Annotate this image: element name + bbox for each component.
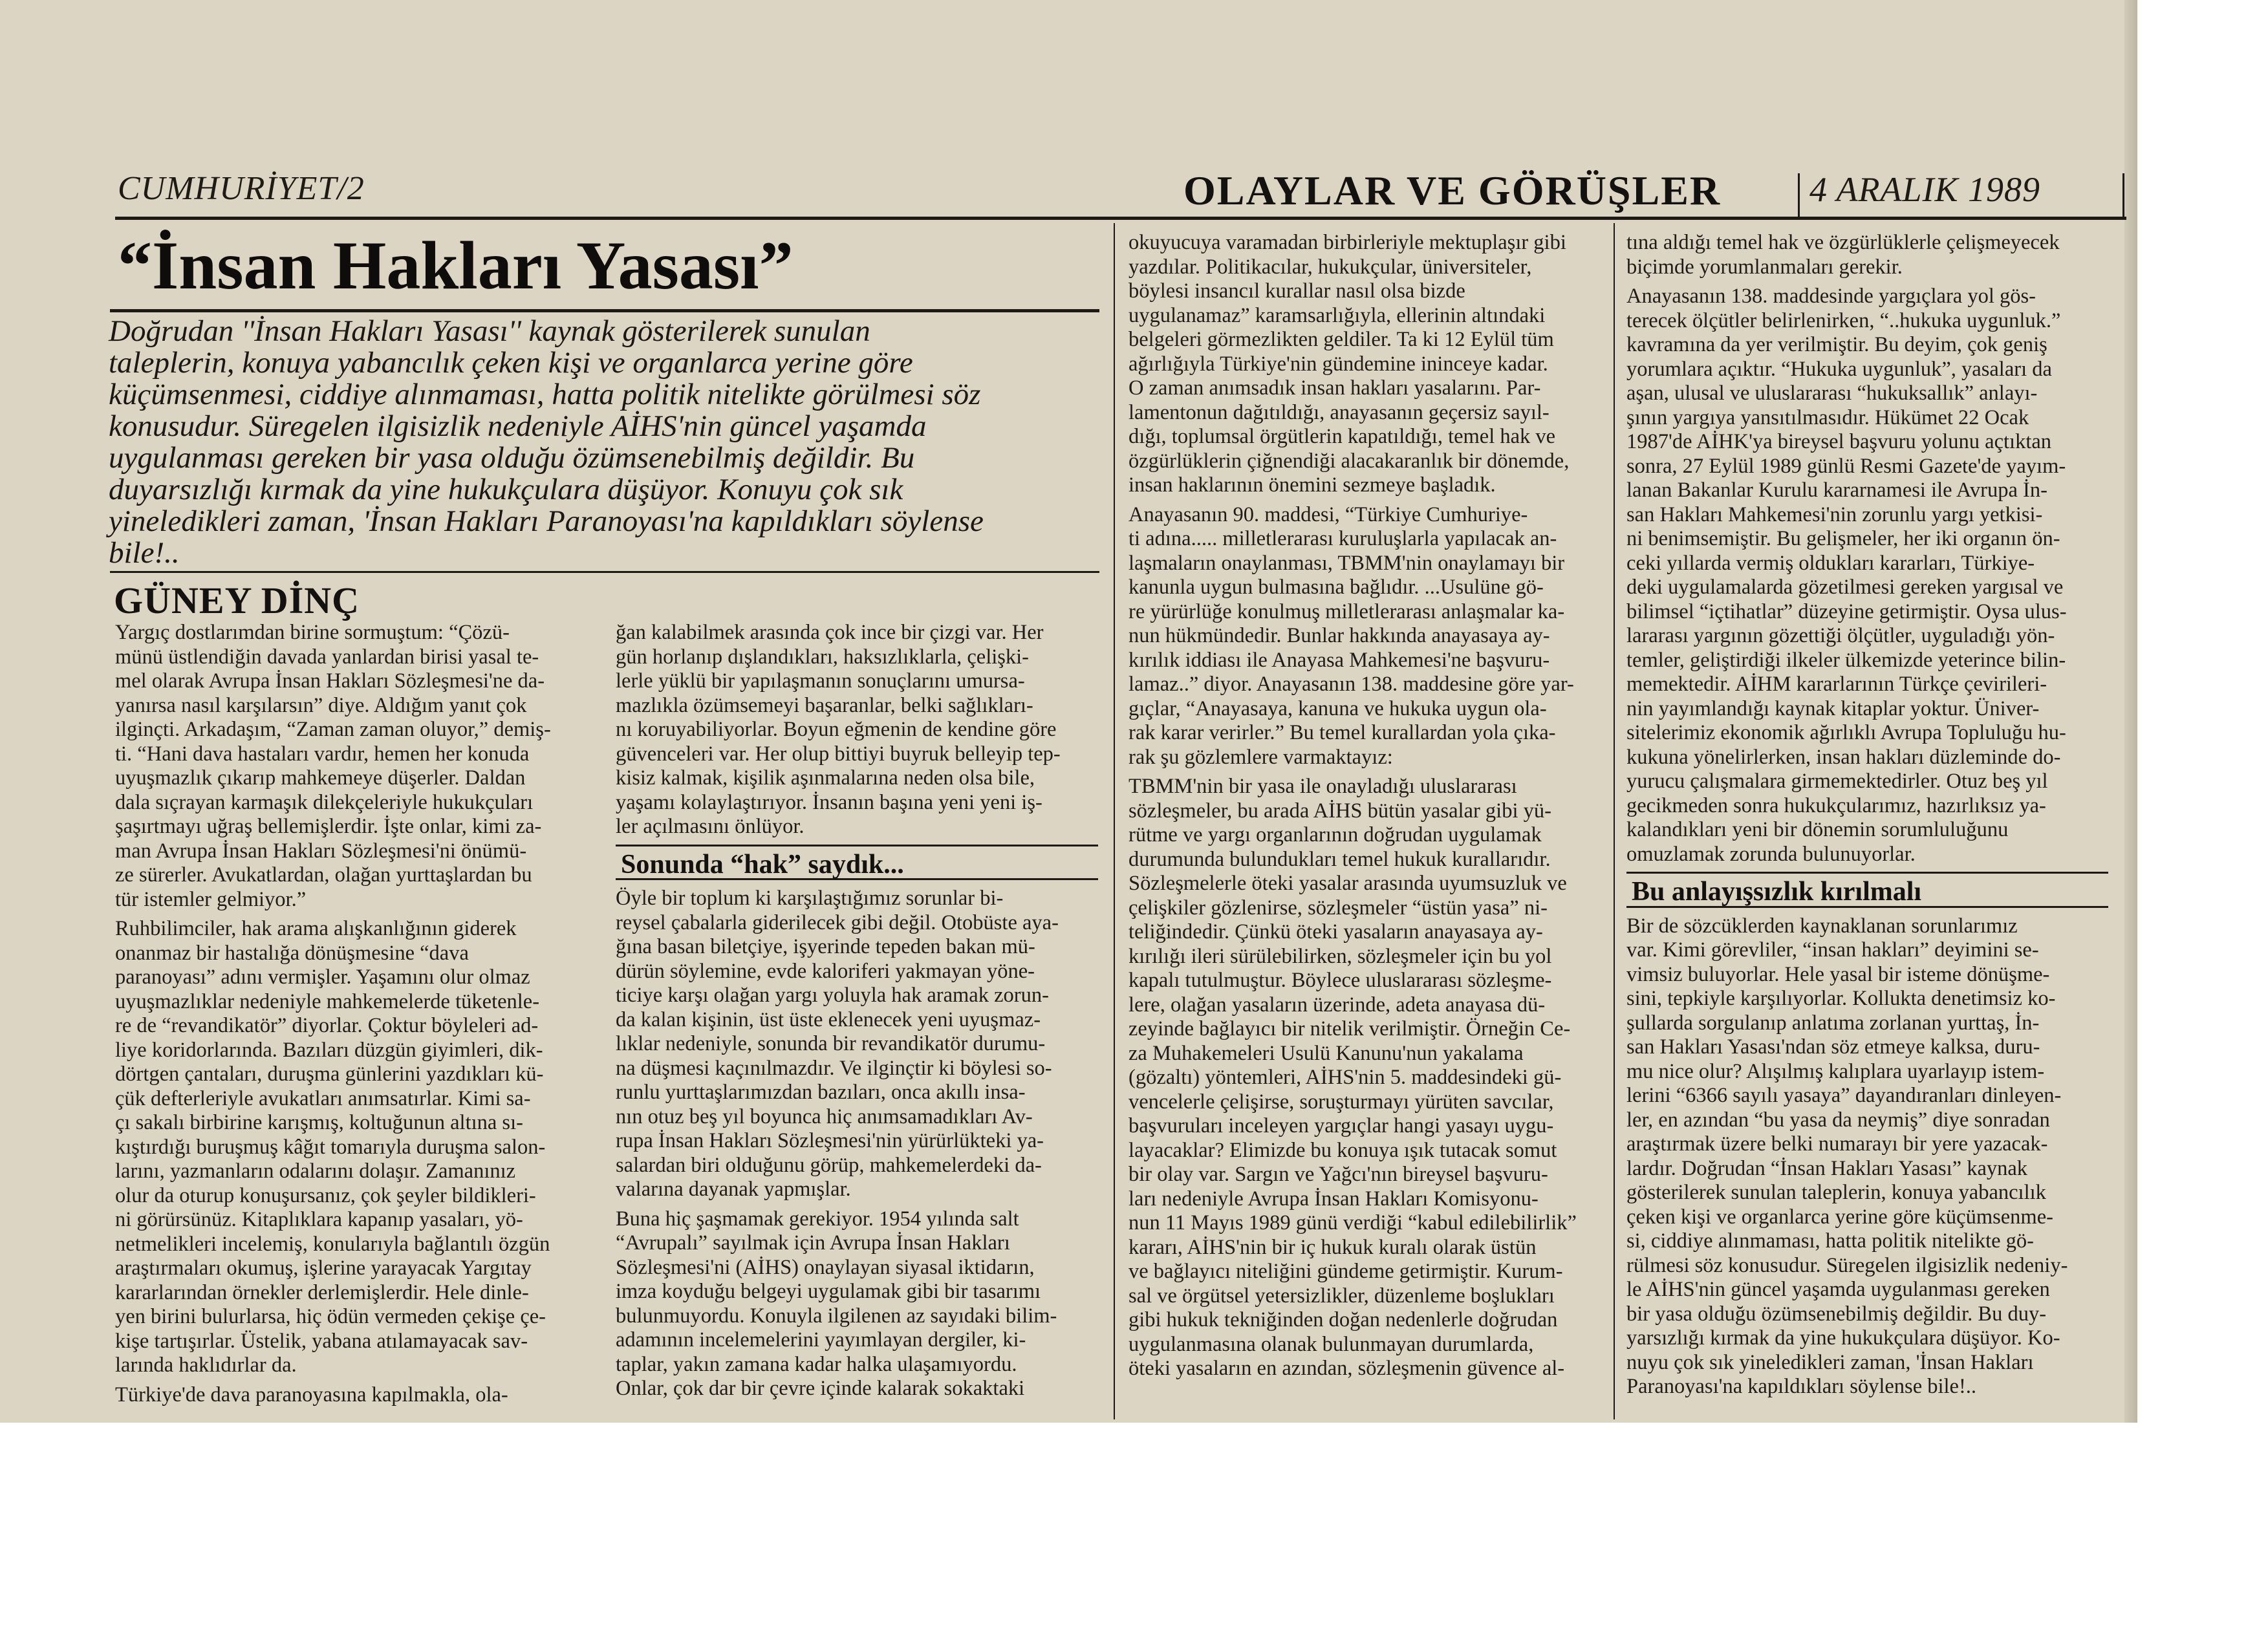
paragraph: Anayasanın 90. maddesi, “Türkiye Cumhuriye- ti adına..... milletlerarası kuruluşlarla yapılacak an- laşmaların onaylanması, TBMM'nin onaylamayı bir kanunla uygun bulmasına bağlıdır. ...Usulüne gö- re yürürlüğe konulmuş milletlerarası anlaşmalar ka- nun hükmündedir. Bunlar hakkında anayasaya ay- kırılık iddiası ile Anayasa Mahkemesi'ne başvuru- lamaz..” diyor. Anayasanın 138. maddesine göre yar- gıçlar, “Anayasaya, kanuna ve hukuka uygun ola- rak karar verirler.” Bu temel kurallardan yola çıka- rak şu gözlemlere varmaktayız: (1129, 502, 1574, 769)
paragraph: okuyucuya varamadan birbirleriyle mektuplaşır gibi yazdılar. Politikacılar, hukukçular, üniversiteler, böylesi insancıl kurallar nasıl olsa bizde uygulanamaz” karamsarlığıyla, ellerinin altındaki belgeleri görmezlikten geldiler. Ta ki 12 Eylül tüm ağırlığıyla Türkiye'nin gündemine ininceye kadar. O zaman anımsadık insan hakları yasalarını. Par- lamentonun dağıtıldığı, anayasanın geçersiz sayıl- dığı, toplumsal örgütlerin kapatıldığı, temel hak ve özgürlüklerin çiğnendiği alacakaranlık bir dönemde, insan haklarının önemini sezmeye başladık. (1129, 231, 1570, 497)
article-column-4 (1626, 231, 2108, 1405)
masthead-rule (115, 217, 2126, 220)
paragraph: Öyle bir toplum ki karşılaştığımız sorunlar bi- reysel çabalarla giderilecek gibi değil. Otobüste aya- ğına basan biletçiye, işyerinde tepeden bakan mü- dürün söylemine, evde kaloriferi yakmayan yöne- ticiye karşı olağan yargı yoluyla hak aramak zorun- da kalan kişinin, üst üste eklenecek yeni uyuşmaz- lıklar nedeniyle, sonunda bir revandikatör durumu- na düşmesi kaçınılmazdır. Ve ilginçtir ki böylesi so- runlu yurttaşlarımızdan bazıları, onca akıllı insa- nın otuz beş yıl boyunca hiç anımsamadıkları Av- rupa İnsan Hakları Sözleşmesi'nin yürürlükteki ya- salardan biri olduğunu görüp, mahkemelerdeki da- valarına dayanak yapmışlar. (616, 887, 1059, 1201)
paragraph: Ruhbilimciler, hak arama alışkanlığının giderek onanmaz bir hastalığa dönüşmesine “dava paranoyası” adını vermişler. Yaşamını olur olmaz uyuşmazlıklar nedeniyle mahkemelerde tüketenle- re de “revandikatör” diyorlar. Çoktur böyleleri ad- liye koridorlarında. Bazıları düzgün giyimleri, dik- dörtgen çantaları, duruşma günlerini yazdıkları kü- çük defterleriyle avukatları anımsatırlar. Kimi sa- çı sakalı birbirine karışmış, koltuğunun altına sı- kıştırdığı buruşmuş kâğıt tomarıyla duruşma salon- larını, yazmanların odalarını dolaşır. Zamanınız olur da oturup konuşursanız, çok şeyler bildikleri- ni görürsünüz. Kitaplıklara kapanıp yasaları, yö- netmelikleri incelemiş, konularıyla bağlantılı özgün araştırmaları okumuş, işlerine yarayacak Yargıtay kararlarından örnekler derlemişlerdir. Hele dinle- yen birini bulurlarsa, hiç ödün vermeden çekişe çe- kişe tartışırlar. Üstelik, yabana atılamayacak sav- larında haklıdırlar da. (115, 917, 550, 1377)
date-box-right-rule (2122, 173, 2124, 217)
article-column-1 (115, 621, 607, 1412)
paragraph: Buna hiç şaşmamak gerekiyor. 1954 yılında salt “Avrupalı” sayılmak için Avrupa İnsan Hakları Sözleşmesi'ni (AİHS) onaylayan siyasal iktidarın, imza koyduğu belgeyi uygulamak gibi bir tasarımı bulunmuyordu. Konuyla ilgilenen az sayıdaki bilim- adamının incelemelerini yayımlayan dergiler, ki- taplar, yakın zamana kadar halka ulaşamıyordu. Onlar, çok dar bir çevre içinde kalarak sokaktaki (616, 1207, 1057, 1400)
paragraph: Yargıç dostlarımdan birine sormuştum: “Çözü- münü üstlendiğin davada yanlardan birisi yasal te- mel olarak Avrupa İnsan Hakları Sözleşmesi'ne da- yanırsa nasıl karşılarsın” diye. Aldığım yanıt çok ilginçti. Arkadaşım, “Zaman zaman oluyor,” demiş- ti. “Hani dava hastaları vardır, hemen her konuda uyuşmazlık çıkarıp mahkemeye düşerler. Daldan dala sıçrayan karmaşık dilekçeleriyle hukukçuları şaşırtmayı uğraş bellemişlerdir. İşte onlar, kimi za- man Avrupa İnsan Hakları Sözleşmesi'ni önümü- ze sürerler. Avukatlardan, olağan yurttaşlardan bu tür istemler gelmiyor.” (115, 621, 551, 911)
article-lead: Doğrudan ''İnsan Hakları Yasası'' kaynak gösterilerek sunulan taleplerin, konuya yabancılık çeken kişi ve organlarca yerine göre küçümsenmesi, ciddiye alınmaması, hatta politik nitelikte görülmesi söz konusudur. Süregelen ilgisizlik nedeniyle AİHS'nin güncel yaşamda uygulanması gereken bir yasa olduğu özümsenebilmiş değildir. Bu duyarsızlığı kırmak da yine hukukçulara düşüyor. Konuyu çok sık yineledikleri zaman, 'İnsan Hakları Paranoyası'na kapıldıkları söylense bile!.. (109, 314, 984, 570)
headline-rule (110, 309, 1099, 312)
author-byline: GÜNEY DİNÇ (114, 579, 360, 621)
article-headline: “İnsan Hakları Yasası” (118, 228, 794, 303)
paragraph: ğan kalabilmek arasında çok ince bir çizgi var. Her gün horlanıp dışlandıkları, haksızlıklarla, çelişki- lerle yüklü bir yapılaşmanın sonuçlarını umursa- mazlıkla özümsemeyi başaranlar, belki sağlıkları- nı koruyabiliyorlar. Boyun eğmenin de kendine göre güvenceleri var. Her olup bittiyi buyruk belleyip tep- kisiz kalmak, kişilik aşınmalarına neden olsa bile, yaşamı kolaylaştırıyor. İnsanın başına yeni yeni iş- ler açılmasını önlüyor. (616, 621, 1061, 838)
subheading: Bu anlayışsızlık kırılmalı (1626, 872, 2108, 908)
paragraph: tına aldığı temel hak ve özgürlüklerle çelişmeyecek biçimde yorumlanmaları gerekir. (1626, 231, 2060, 279)
scanner-background (0, 1423, 2268, 1649)
column-divider-3 (1114, 223, 1115, 1419)
paragraph: TBMM'nin bir yasa ile onayladığı uluslararası sözleşmeler, bu arada AİHS bütün yasalar gibi yü- rütme ve yargı organlarının doğrudan uygulamak durumunda bulundukları temel hukuk kurallarıdır. Sözleşmelerle öteki yasalar arasında uyumsuzluk ve çelişkiler gözlenirse, sözleşmeler “üstün yasa” ni- teliğindedir. Çünkü öteki yasaların anayasaya ay- kırılığı ileri sürülebilirken, sözleşmeler için bu yol kapalı tutulmuştur. Böylece uluslararası sözleşme- lere, olağan yasaların üzerinde, adeta anayasa dü- zeyinde bağlayıcı bir nitelik verilmiştir. Örneğin Ce- za Muhakemeleri Usulü Kanunu'nun yakalama (gözaltı) yöntemleri, AİHS'nin 5. maddesindeki gü- vencelerle çelişirse, soruşturmayı yürüten savcılar, başvuruları inceleyen yargıçlar hangi yasayı uygu- layacaklar? Elimizde bu konuya ışık tutacak somut bir olay var. Sargın ve Yağcı'nın bireysel başvuru- ları nedeniyle Avrupa İnsan Hakları Komisyonu- nun 11 Mayıs 1989 günü verdiği “kabul edilebilirlik” kararı, AİHS'nin bir iç hukuk kuralı olarak üstün ve bağlayıcı niteliğini gündeme getirmiştir. Kurum- sal ve örgütsel yetersizlikler, düzenleme boşlukları gibi hukuk tekniğinden doğan nedenlerle doğrudan uygulanmasına olanak bulunmayan durumlarda, öteki yasaların en azından, sözleşmenin güvence al- (1129, 775, 1577, 1380)
date-box-left-rule (1798, 173, 1800, 217)
column-divider-4 (1614, 223, 1615, 1419)
lead-rule (110, 571, 1099, 573)
issue-date: 4 ARALIK 1989 (1809, 170, 2041, 209)
section-title: OLAYLAR VE GÖRÜŞLER (1183, 167, 1722, 213)
paragraph: Bir de sözcüklerden kaynaklanan sorunlarımız var. Kimi görevliler, “insan hakları” deyimini se- vimsiz buluyorlar. Hele yasal bir isteme dönüşme- sini, tepkiyle karşılıyorlar. Kollukta denetimsiz ko- şullarda sorgulanıp anlatıma zorlanan yurttaş, İn- san Hakları Yasası'ndan söz etmeye kalksa, duru- mu nice olur? Alışılmış kalıplara uyarlayıp istem- lerini “6366 sayılı yasaya” dayandıranları dinleyen- ler, en azından “bu yasa da neymiş” diye sonradan araştırmak üzere belki numarayı bir yere yazacak- lardır. Doğrudan “İnsan Hakları Yasası” kaynak gösterilerek sunulan taleplerin, konuya yabancılık çeken kişi ve organlarca yerine göre küçümsenme- si, ciddiye alınmaması, hatta politik nitelikte gö- rülmesi söz konusudur. Süregelen ilgisizlik nedeniy- le AİHS'nin güncel yaşamda uygulanması gereken bir yasa olduğu özümsenebilmiş değildir. Bu duy- yarsızlığı kırmak da yine hukukçulara düşüyor. Ko- nuyu çok sık yineledikleri zaman, 'İnsan Hakları Paranoyası'na kapıldıkları söylense bile!.. (1626, 914, 2068, 1398)
article-column-2 (616, 621, 1098, 1406)
newspaper-page-label: CUMHURİYET/2 (118, 170, 365, 207)
clipping-edge-shadow (2124, 0, 2137, 1423)
article-column-3 (1129, 231, 1608, 1386)
paragraph: Türkiye'de dava paranoyasına kapılmakla, ola- (115, 1383, 508, 1406)
paragraph: Anayasanın 138. maddesinde yargıçlara yol gös- terecek ölçütler belirlenirken, “..hukuka uygunluk.” kavramına da yer verilmiştir. Bu deyim, çok geniş yorumlara açıktır. “Hukuka uygunluk”, yasaları da aşan, ulusal ve uluslararası “hukuksallık” anlayı- şının yargıya yansıtılmasıdır. Hükümet 22 Ocak 1987'de AİHK'ya bireysel başvuru yolunu açtıktan sonra, 27 Eylül 1989 günlü Resmi Gazete'de yayım- lanan Bakanlar Kurulu kararnamesi ile Avrupa İn- san Hakları Mahkemesi'nin zorunlu yargı yetkisi- ni benimsemiştir. Bu gelişmeler, her iki organın ön- ceki yıllarda vermiş oldukları kararları, Türkiye- deki uygulamalarda gözetilmesi gereken yargısal ve bilimsel “içtihatlar” düzeyine getirmiştir. Oysa ulus- lararası yargının gözettiği ölçütler, uyguladığı yön- temler, geliştirdiği ilkeler ülkemizde yeterince bilin- memektedir. AİHM kararlarının Türkçe çevirileri- nin yayımlandığı kaynak kitaplar yoktur. Üniver- sitelerimiz ekonomik ağırlıklı Avrupa Topluluğu hu- kukuna yönelirlerken, insan hakları düzleminde do- yurucu çalışmalara girmemektedirler. Otuz beş yıl gecikmeden sonra hukukçularımız, hazırlıksız ya- kalandıkları yeni bir dönemin sorumluluğunu omuzlamak zorunda bulunuyorlar. (1626, 285, 2067, 866)
subheading: Sonunda “hak” saydık... (616, 845, 1098, 881)
